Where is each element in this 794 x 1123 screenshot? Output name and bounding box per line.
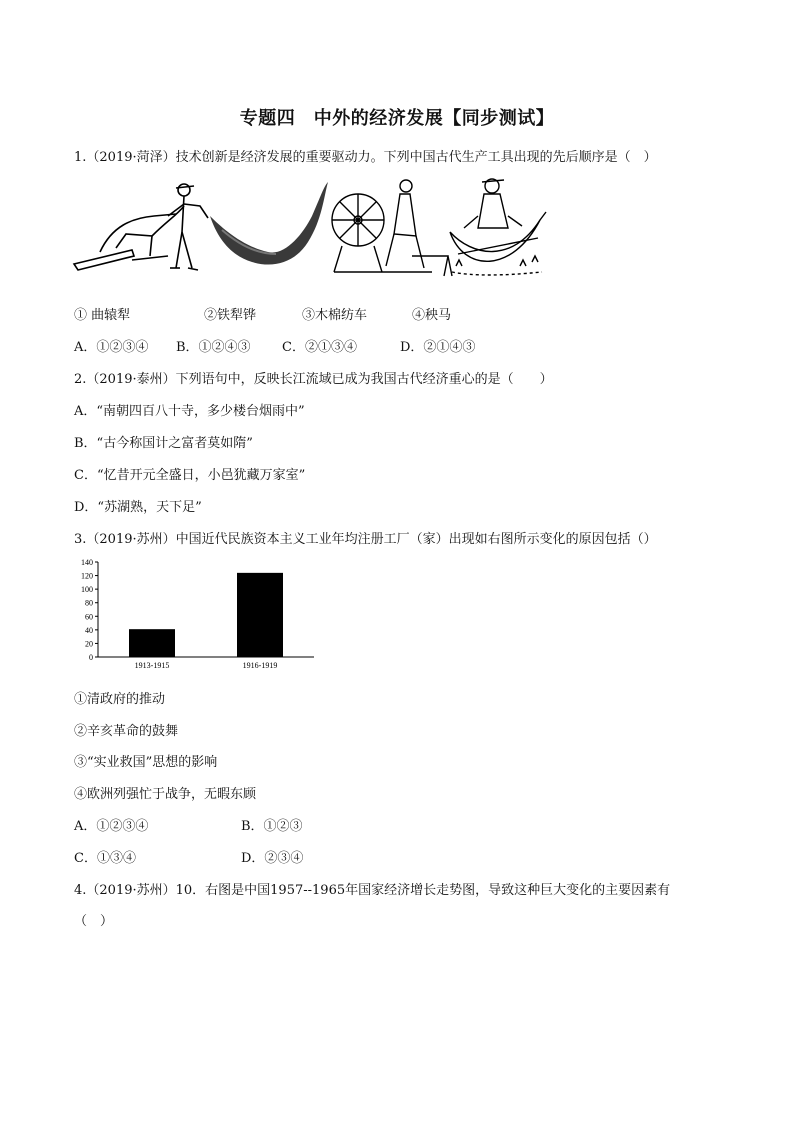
q3-item-1: ①清政府的推动 (74, 692, 166, 707)
q1-item-2: ②铁犁铧 (204, 308, 257, 323)
chart-y-ticks (81, 558, 98, 662)
q3-option-d: D．②③④ (241, 851, 304, 866)
q1-option-a: A．①②③④ (74, 340, 149, 355)
q2-option-c: C．“忆昔开元全盛日，小邑犹藏万家室” (74, 468, 306, 483)
q4-stem: 4.（2019·苏州）10．右图是中国1957--1965年国家经济增长走势图，导致这种巨大变化的主要因素有 (74, 883, 671, 898)
q1-item-1: ① 曲辕犁 (74, 308, 131, 323)
q4-answer-blank: （ ） (74, 914, 114, 929)
q3-option-c: C．①③④ (74, 851, 136, 866)
chart-x-label: 1913-1915 (134, 661, 170, 670)
chart-y-tick-label: 0 (89, 653, 93, 662)
iron-plowshare-image (210, 182, 328, 265)
chart-y-tick-label: 60 (85, 612, 93, 622)
curved-shaft-plow-image (74, 184, 208, 270)
chart-y-tick-label: 100 (81, 585, 93, 595)
q3-stem: 3.（2019·苏州）中国近代民族资本主义工业年均注册工厂（家）出现如右图所示变化的原因包括（） (74, 532, 657, 547)
q1-figure-strip (72, 176, 552, 282)
chart-x-label: 1916-1919 (242, 661, 278, 670)
q3-item-3: ③“实业救国”思想的影响 (74, 755, 218, 770)
q2-option-b: B．“古今称国计之富者莫如隋” (74, 436, 253, 451)
q1-option-d: D．②①④③ (400, 340, 476, 355)
q3-option-a: A．①②③④ (74, 819, 149, 834)
q1-option-b: B．①②④③ (176, 340, 251, 355)
q3-item-2: ②辛亥革命的鼓舞 (74, 724, 179, 739)
chart-y-tick-label: 140 (81, 558, 93, 567)
page-title: 专题四 中外的经济发展【同步测试】 (239, 108, 555, 129)
q1-stem: 1.（2019·菏泽）技术创新是经济发展的重要驱动力。下列中国古代生产工具出现的先后顺序是（ ） (74, 150, 657, 165)
q1-option-c: C．②①③④ (282, 340, 357, 355)
q1-item-3: ③木棉纺车 (302, 308, 368, 323)
rice-seedling-horse-image (450, 179, 546, 275)
cotton-spinning-wheel-image (332, 180, 452, 276)
chart-bar (129, 629, 175, 657)
q3-item-4: ④欧洲列强忙于战争，无暇东顾 (74, 787, 257, 802)
chart-bar (237, 573, 283, 657)
chart-y-tick-label: 80 (85, 598, 93, 608)
chart-x-labels (135, 661, 278, 670)
q3-option-b: B．①②③ (241, 819, 303, 834)
q3-bar-chart (72, 556, 322, 672)
chart-y-tick-label: 40 (85, 625, 93, 635)
q2-option-d: D．“苏湖熟，天下足” (74, 500, 202, 515)
q2-stem: 2.（2019·泰州）下列语句中，反映长江流域已成为我国古代经济重心的是（ ） (74, 372, 553, 387)
q2-option-a: A．“南朝四百八十寺，多少楼台烟雨中” (74, 404, 305, 419)
chart-y-tick-label: 20 (85, 639, 93, 649)
q1-item-4: ④秧马 (412, 308, 452, 323)
chart-y-tick-label: 120 (81, 571, 93, 581)
chart-bars (129, 573, 283, 657)
